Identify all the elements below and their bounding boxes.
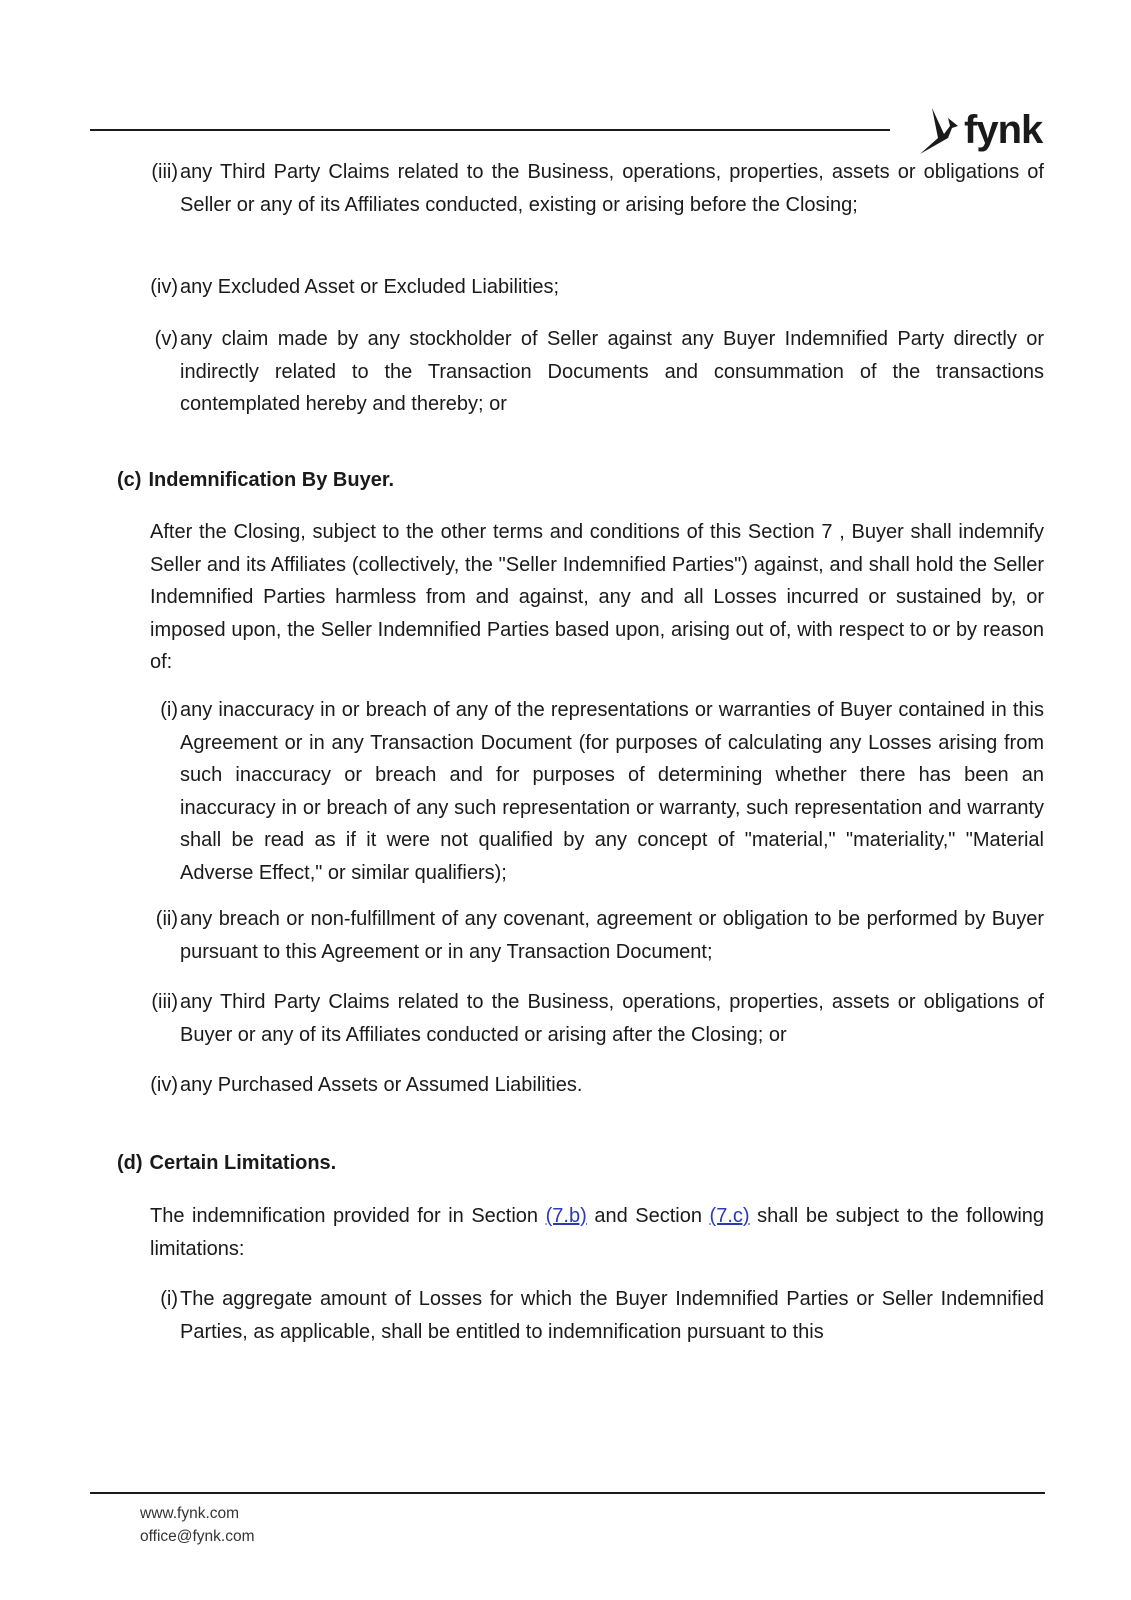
section-7b-link[interactable]: (7.b) — [545, 1205, 587, 1227]
section-heading-c — [117, 464, 394, 496]
paragraph-text: shall be subject to the following limitations: — [150, 1205, 1045, 1260]
list-item — [160, 694, 1044, 889]
footer-email: office@fynk.com — [140, 1528, 255, 1545]
list-item — [151, 986, 1044, 1051]
list-item — [160, 1283, 1044, 1348]
footer-rule — [90, 1492, 1045, 1494]
item-text: any claim made by any stockholder of Seller against any Buyer Indemnified Party directly or indirectly related to the Transaction Documents and consummation of the transactions contemplated hereby and thereby; or — [180, 328, 1044, 415]
item-number: (ii) — [155, 908, 178, 930]
item-text: any Third Party Claims related to the Business, operations, properties, assets or obligations of Seller or any of its Affiliates conducted, existing or arising before the Closing; — [180, 161, 1044, 216]
item-number: (iii) — [151, 991, 178, 1013]
section-title: Indemnification By Buyer. — [148, 469, 395, 491]
item-number: (iv) — [150, 276, 178, 298]
list-item — [150, 1069, 1044, 1102]
footer-website: www.fynk.com — [140, 1505, 240, 1522]
paragraph-text: and Section — [586, 1205, 710, 1227]
list-item — [154, 323, 1044, 421]
fynk-logo — [918, 104, 1053, 160]
section-paragraph — [150, 1200, 1044, 1265]
item-text: any Purchased Assets or Assumed Liabilities. — [180, 1074, 583, 1096]
item-text: any Excluded Asset or Excluded Liabilities; — [180, 276, 560, 298]
brand-name: fynk — [964, 108, 1043, 152]
item-text: The aggregate amount of Losses for which the Buyer Indemnified Parties or Seller Indemnified Parties, as applicable, shall be entitled to indemnification pursuant to this — [180, 1288, 1044, 1343]
section-paragraph: After the Closing, subject to the other terms and conditions of this Section 7 , Buyer shall indemnify Seller and its Affiliates (collectively, the "Seller Indemnified Parties") against, and shall hold the Seller Indemnified Parties harmless from and against, any and all Losses incurred or sustained by, or imposed upon, the Seller Indemnified Parties based upon, arising out of, with respect to or by reason of: — [150, 521, 1044, 673]
header-rule — [90, 129, 890, 131]
section-heading-d — [117, 1147, 336, 1179]
footer — [140, 1502, 255, 1548]
item-text: any Third Party Claims related to the Business, operations, properties, assets or obligations of Buyer or any of its Affiliates conducted or arising after the Closing; or — [180, 991, 1044, 1046]
item-text: any inaccuracy in or breach of any of the representations or warranties of Buyer contained in this Agreement or in any Transaction Document (for purposes of calculating any Losses arising from such inaccuracy or breach and for purposes of determining whether there has been an inaccuracy in or breach of any such representation or warranty, such representation and warranty shall be read as if it were not qualified by any concept of "material," "materiality," "Material Adverse Effect," or similar qualifiers); — [180, 699, 1044, 884]
section-number: (d) — [117, 1152, 143, 1174]
item-number: (iv) — [150, 1074, 178, 1096]
list-item — [150, 271, 1044, 304]
section-7c-link[interactable]: (7.c) — [709, 1205, 750, 1227]
item-number: (v) — [154, 328, 178, 350]
item-text: any breach or non-fulfillment of any covenant, agreement or obligation to be performed by Buyer pursuant to this Agreement or in any Transaction Document; — [180, 908, 1044, 963]
item-number: (i) — [160, 699, 178, 721]
item-number: (i) — [160, 1288, 178, 1310]
section-number: (c) — [117, 469, 142, 491]
item-number: (iii) — [151, 161, 178, 183]
section-title: Certain Limitations. — [149, 1152, 337, 1174]
paragraph-text: The indemnification provided for in Section — [150, 1205, 546, 1227]
bird-logo-icon — [918, 104, 962, 158]
list-item — [155, 903, 1044, 968]
list-item — [151, 156, 1044, 221]
